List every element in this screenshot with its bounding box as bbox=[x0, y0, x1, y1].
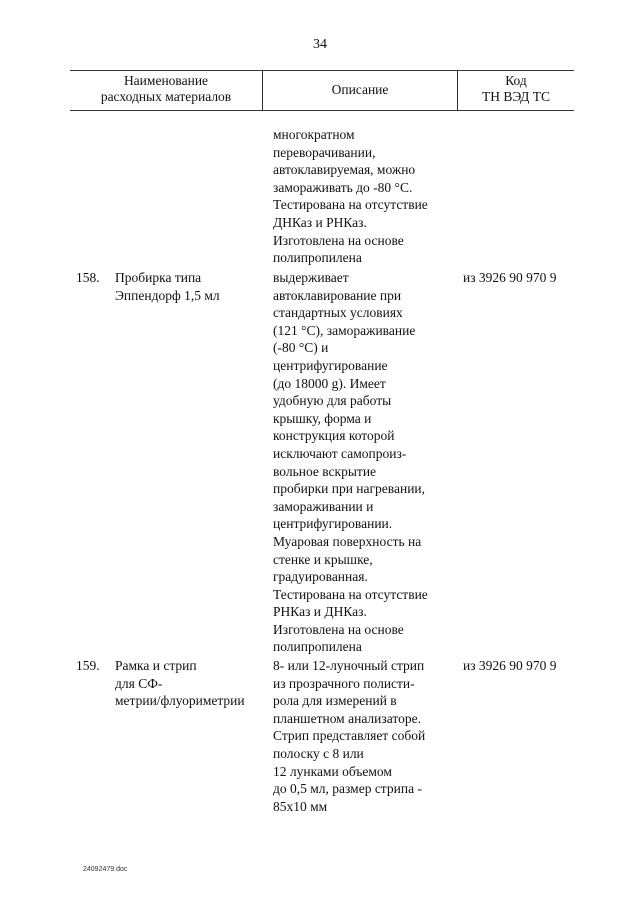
row-158-description bbox=[273, 269, 428, 656]
continuation-description bbox=[273, 126, 428, 267]
desc-line: замораживать до -80 °С. bbox=[273, 179, 413, 195]
desc-line: стандартных условиях bbox=[273, 305, 403, 321]
name-line: Пробирка типа bbox=[115, 270, 202, 285]
desc-line: (121 °С), замораживание bbox=[273, 322, 416, 338]
row-159-code: из 3926 90 970 9 bbox=[463, 658, 557, 673]
header-description-label: Описание bbox=[331, 82, 389, 97]
desc-line: полоску с 8 или bbox=[273, 745, 364, 761]
name-line: метрии/флуориметрии bbox=[115, 693, 245, 709]
desc-line: 85х10 мм bbox=[273, 798, 328, 814]
desc-line: до 0,5 мл, размер стрипа - bbox=[273, 781, 422, 797]
desc-line: Тестирована на отсутствие bbox=[273, 586, 428, 602]
desc-line: (-80 °С) и bbox=[273, 340, 329, 356]
row-158-name bbox=[115, 269, 220, 304]
row-159-description bbox=[273, 657, 425, 815]
header-description-column bbox=[263, 82, 457, 98]
desc-line: вольное вскрытие bbox=[273, 463, 377, 479]
footer-filename: 24092479.doc bbox=[83, 866, 128, 873]
desc-line: Изготовлена на основе bbox=[273, 232, 404, 248]
header-top-rule bbox=[70, 70, 574, 71]
desc-line: 8- или 12-луночный стрип bbox=[273, 658, 425, 673]
desc-line: 12 лунками объемом bbox=[273, 763, 392, 779]
row-159-number: 159. bbox=[76, 658, 100, 673]
name-line: для СФ- bbox=[115, 675, 163, 691]
desc-line: РНКаз и ДНКаз. bbox=[273, 604, 367, 620]
desc-line: исключают самопроиз- bbox=[273, 445, 407, 461]
desc-line: замораживании и bbox=[273, 498, 374, 514]
header-name-column bbox=[70, 73, 262, 105]
row-158-number: 158. bbox=[76, 270, 100, 285]
desc-line: Стрип представляет собой bbox=[273, 728, 426, 744]
desc-line: из прозрачного полисти- bbox=[273, 675, 415, 691]
header-name-line-1: Наименование bbox=[123, 73, 209, 88]
desc-line: полипропилена bbox=[273, 639, 362, 655]
desc-line: выдерживает bbox=[273, 270, 349, 285]
header-bottom-rule bbox=[70, 110, 574, 111]
desc-line: переворачивании, bbox=[273, 144, 376, 160]
header-code-line-2: ТН ВЭД ТС bbox=[482, 89, 550, 104]
header-code-line-1: Код bbox=[505, 73, 527, 88]
desc-line: ДНКаз и РНКаз. bbox=[273, 214, 367, 230]
desc-line: удобную для работы bbox=[273, 393, 392, 409]
page-number: 34 bbox=[313, 37, 327, 52]
desc-line: Изготовлена на основе bbox=[273, 621, 404, 637]
desc-line: планшетном анализаторе. bbox=[273, 710, 421, 726]
row-159-name bbox=[115, 657, 245, 710]
desc-line: Муаровая поверхность на bbox=[273, 533, 422, 549]
desc-line: крышку, форма и bbox=[273, 410, 372, 426]
desc-line: градуированная. bbox=[273, 569, 368, 585]
desc-line: многократном bbox=[273, 127, 355, 142]
desc-line: конструкция которой bbox=[273, 428, 395, 444]
desc-line: центрифугирование bbox=[273, 357, 388, 373]
desc-line: пробирки при нагревании, bbox=[273, 481, 426, 497]
desc-line: стенке и крышке, bbox=[273, 551, 373, 567]
row-158-code: из 3926 90 970 9 bbox=[463, 270, 557, 285]
desc-line: автоклавирование при bbox=[273, 287, 402, 303]
header-name-line-2: расходных материалов bbox=[100, 89, 232, 104]
desc-line: Тестирована на отсутствие bbox=[273, 197, 428, 213]
desc-line: автоклавируемая, можно bbox=[273, 162, 416, 178]
name-line: Эппендорф 1,5 мл bbox=[115, 287, 220, 303]
desc-line: центрифугировании. bbox=[273, 516, 393, 532]
desc-line: рола для измерений в bbox=[273, 693, 397, 709]
desc-line: полипропилена bbox=[273, 250, 362, 266]
name-line: Рамка и стрип bbox=[115, 658, 197, 673]
desc-line: (до 18000 g). Имеет bbox=[273, 375, 386, 391]
header-code-column bbox=[458, 73, 574, 105]
